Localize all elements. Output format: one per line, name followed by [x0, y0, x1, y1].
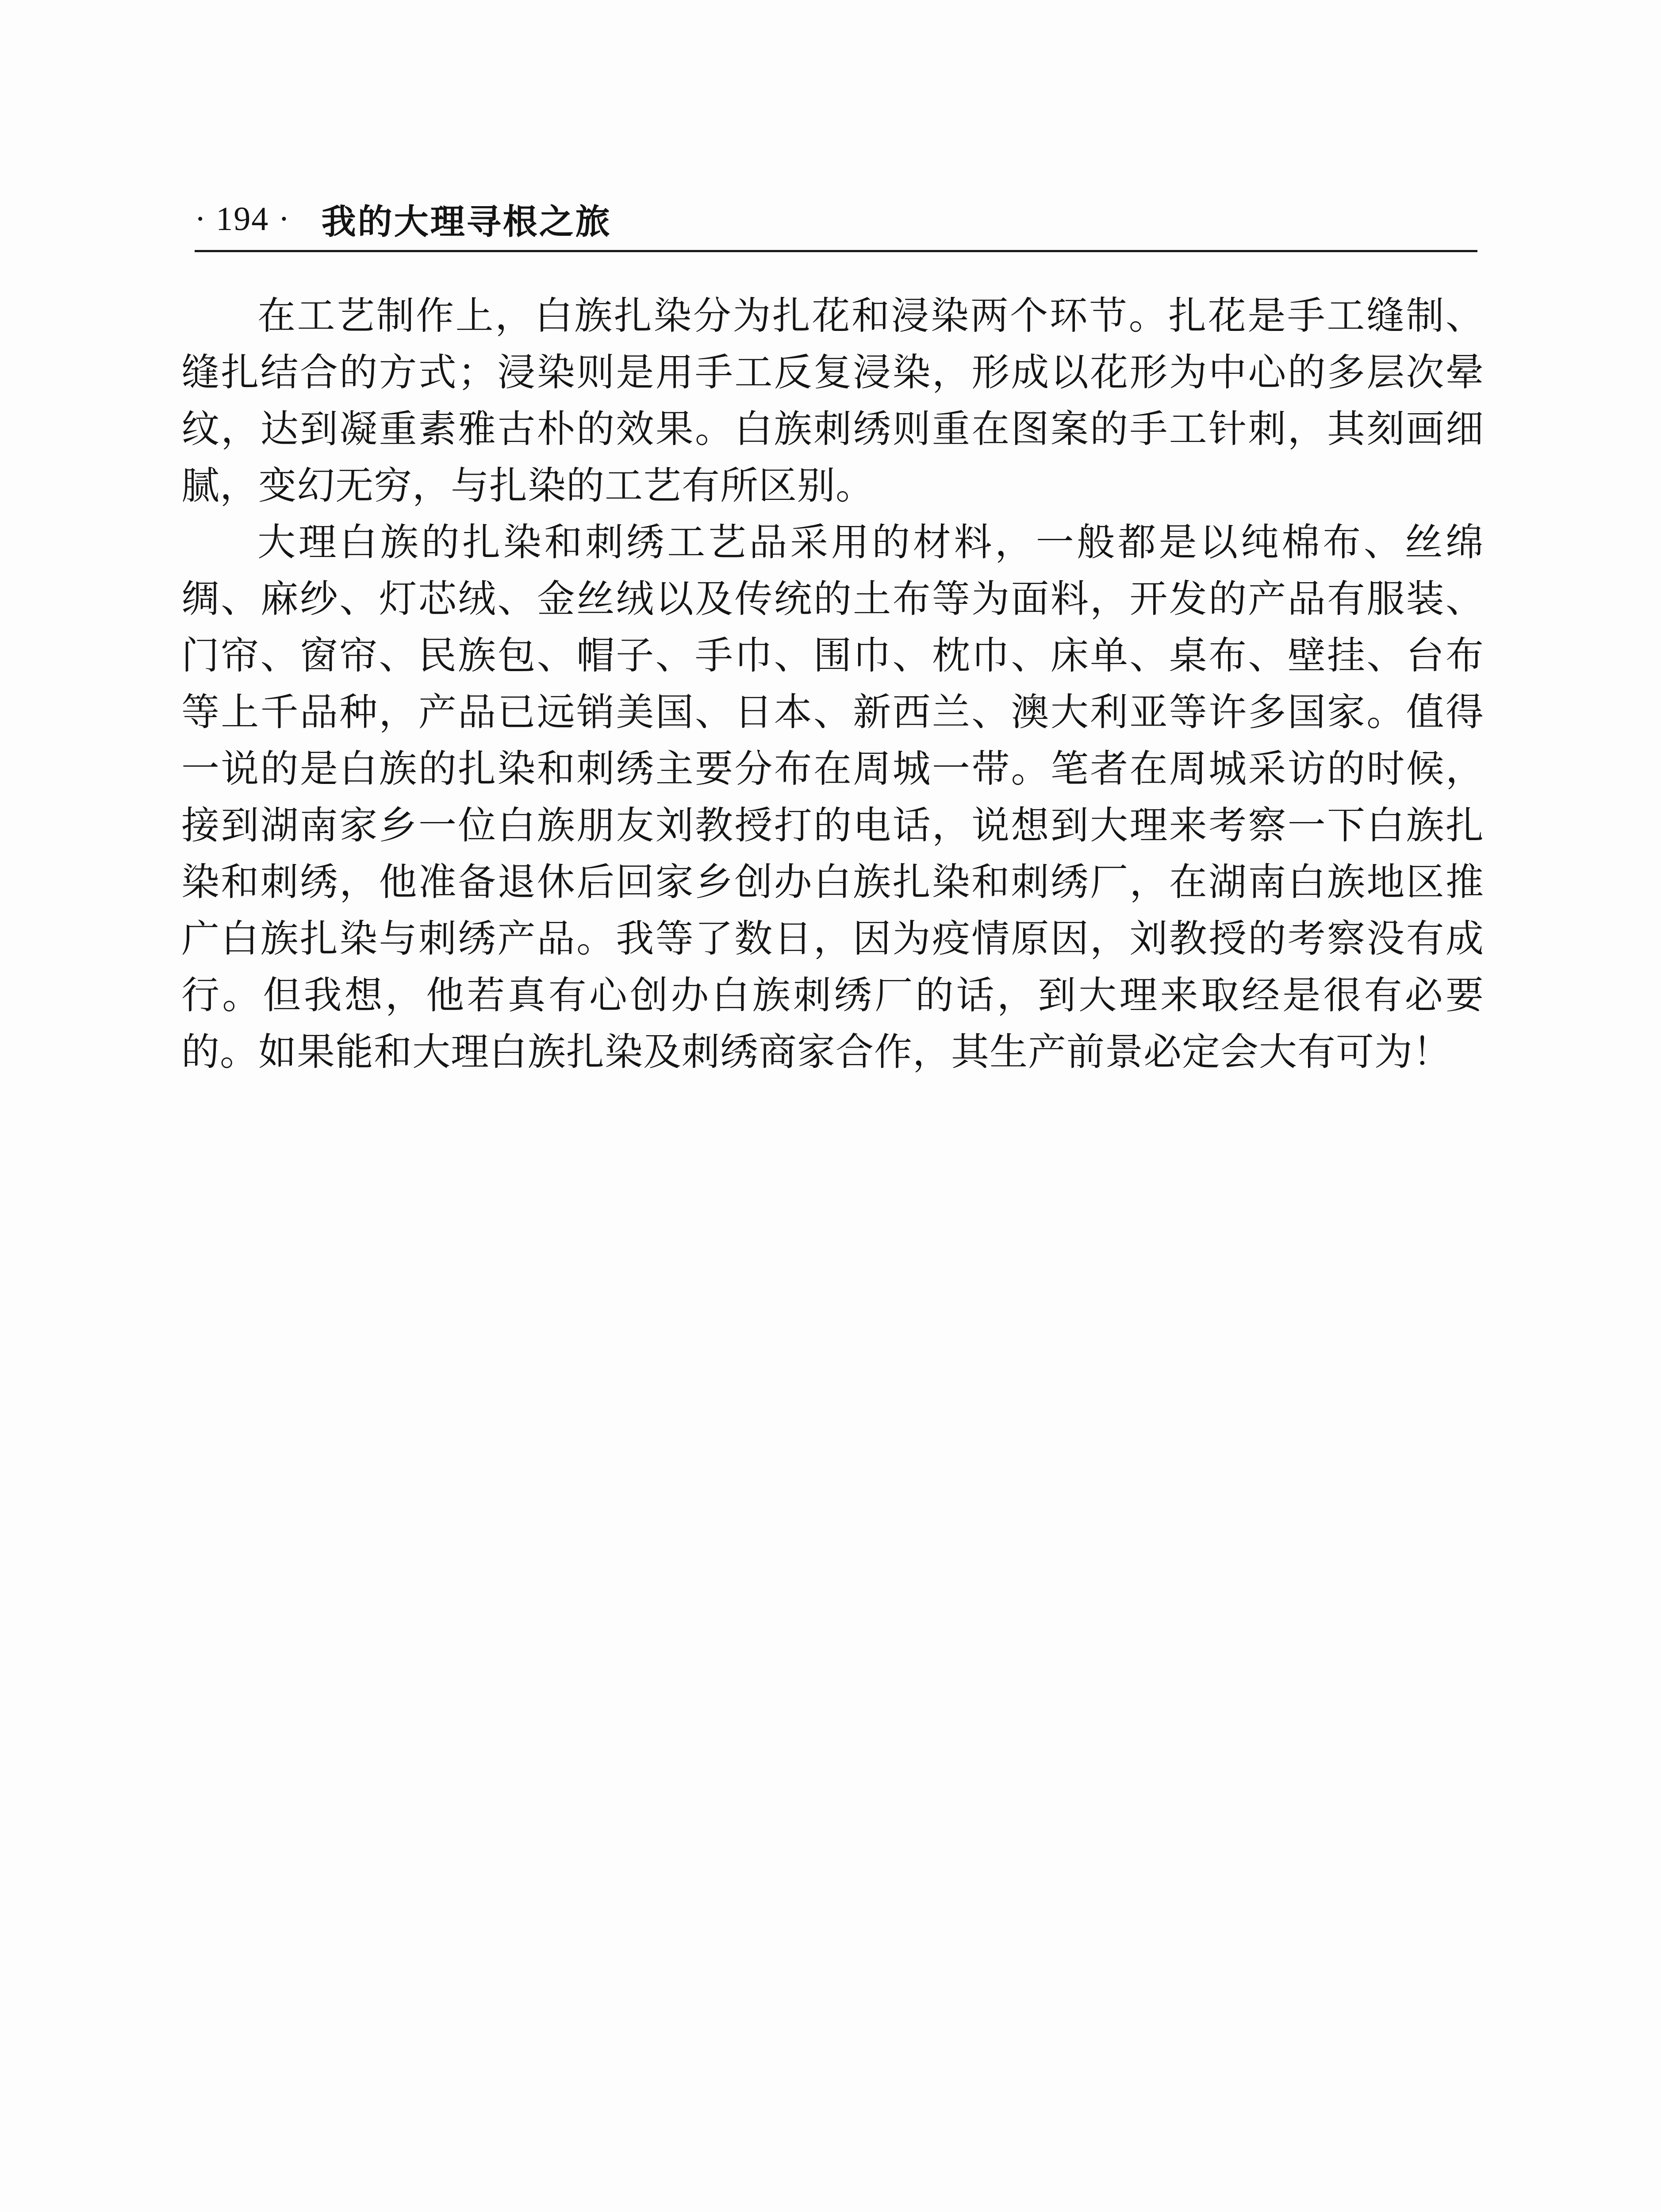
body-text — [181, 288, 1484, 1080]
paragraph-2: 大理白族的扎染和刺绣工艺品采用的材料，一般都是以纯棉布、丝绵绸、麻纱、灯芯绒、金丝绒以及传统的土布等为面料，开发的产品有服装、门帘、窗帘、民族包、帽子、手巾、围巾、枕巾、床单、桌布、壁挂、台布等上千品种，产品已远销美国、日本、新西兰、澳大利亚等许多国家。值得一说的是白族的扎染和刺绣主要分布在周城一带。笔者在周城采访的时候，接到湖南家乡一位白族朋友刘教授打的电话，说想到大理来考察一下白族扎染和刺绣，他准备退休后回家乡创办白族扎染和刺绣厂，在湖南白族地区推广白族扎染与刺绣产品。我等了数日，因为疫情原因，刘教授的考察没有成行。但我想，他若真有心创办白族刺绣厂的话，到大理来取经是很有必要的。如果能和大理白族扎染及刺绣商家合作，其生产前景必定会大有可为！ — [181, 520, 1484, 1074]
paragraph-1: 在工艺制作上，白族扎染分为扎花和浸染两个环节。扎花是手工缝制、缝扎结合的方式；浸染则是用手工反复浸染，形成以花形为中心的多层次晕纹，达到凝重素雅古朴的效果。白族刺绣则重在图案的手工针刺，其刻画细腻，变幻无穷，与扎染的工艺有所区别。 — [181, 294, 1484, 508]
book-title: 我的大理寻根之旅 — [321, 202, 612, 242]
page-number: · 194 · — [195, 200, 291, 238]
running-header — [195, 188, 1477, 252]
